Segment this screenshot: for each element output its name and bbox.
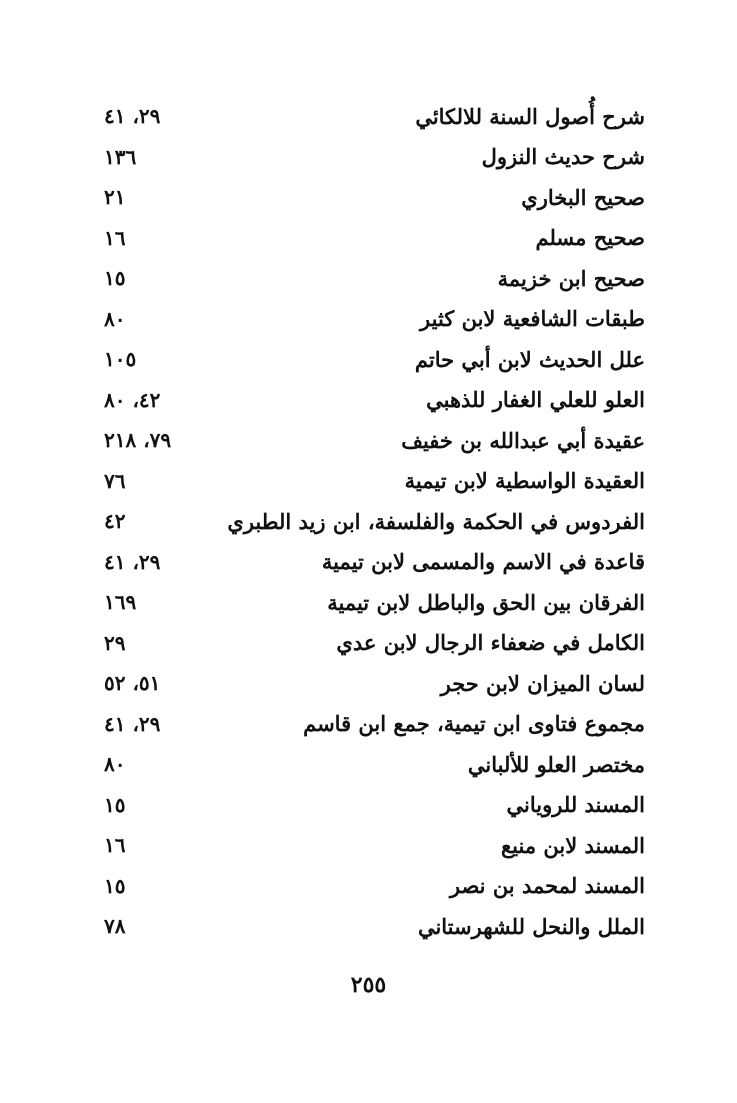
entry-pages: ١٣٦ <box>104 144 137 169</box>
index-row <box>104 623 645 664</box>
entry-pages: ٨٠ <box>104 752 126 777</box>
index-row <box>104 744 645 785</box>
entry-title: المسند لابن منيع <box>501 832 645 858</box>
entry-pages: ١٦ <box>104 225 126 250</box>
index-row <box>104 785 645 826</box>
entry-pages: ١٦٩ <box>104 590 137 615</box>
entry-pages: ٧٨ <box>104 914 126 939</box>
entry-pages: ٢٩، ٤١ <box>104 104 161 129</box>
page-number: ٢٥٥ <box>350 972 387 998</box>
index-row <box>104 542 645 583</box>
entry-title: الفرقان بين الحق والباطل لابن تيمية <box>327 589 645 615</box>
entry-title: المسند لمحمد بن نصر <box>449 873 645 899</box>
entry-title: مختصر العلو للألباني <box>467 751 645 777</box>
entry-pages: ٧٦ <box>104 468 126 493</box>
index-row <box>104 177 645 218</box>
index-row <box>104 704 645 745</box>
entry-title: الكامل في ضعفاء الرجال لابن عدي <box>336 630 645 656</box>
entry-pages: ١٥ <box>104 792 126 817</box>
entry-title: الملل والنحل للشهرستاني <box>417 913 645 939</box>
entry-title: العقيدة الواسطية لابن تيمية <box>404 468 645 494</box>
index-row <box>104 501 645 542</box>
index-row <box>104 582 645 623</box>
index-row <box>104 258 645 299</box>
index-row <box>104 137 645 178</box>
entry-title: صحيح مسلم <box>535 225 645 251</box>
entry-title: شرح حديث النزول <box>481 144 645 170</box>
entry-title: المسند للروياني <box>506 792 645 818</box>
entry-title: علل الحديث لابن أبي حاتم <box>414 346 645 372</box>
entry-title: الفردوس في الحكمة والفلسفة، ابن زيد الطبري <box>227 508 645 534</box>
entry-title: لسان الميزان لابن حجر <box>440 670 645 696</box>
entry-pages: ١٥ <box>104 266 126 291</box>
index-row <box>104 663 645 704</box>
index-row <box>104 461 645 502</box>
index-row <box>104 420 645 461</box>
entry-pages: ١٠٥ <box>104 347 137 372</box>
entry-pages: ٢١ <box>104 185 126 210</box>
entry-title: قاعدة في الاسم والمسمى لابن تيمية <box>321 549 645 575</box>
entry-title: عقيدة أبي عبدالله بن خفيف <box>401 427 645 453</box>
entry-title: صحيح ابن خزيمة <box>497 265 645 291</box>
entry-pages: ٤٢، ٨٠ <box>104 387 161 412</box>
index-row <box>104 906 645 947</box>
index-row <box>104 299 645 340</box>
entry-pages: ٥١، ٥٢ <box>104 671 161 696</box>
index-row <box>104 866 645 907</box>
sources-index-list <box>104 96 645 947</box>
entry-pages: ١٥ <box>104 873 126 898</box>
entry-title: شرح أُصول السنة للالكائي <box>415 103 645 129</box>
index-row <box>104 380 645 421</box>
entry-pages: ٧٩، ٢١٨ <box>104 428 172 453</box>
entry-pages: ٢٩، ٤١ <box>104 549 161 574</box>
index-row <box>104 825 645 866</box>
entry-title: مجموع فتاوى ابن تيمية، جمع ابن قاسم <box>303 711 645 737</box>
entry-pages: ٢٩ <box>104 630 126 655</box>
index-row <box>104 339 645 380</box>
entry-title: العلو للعلي الغفار للذهبي <box>426 387 645 413</box>
entry-pages: ٨٠ <box>104 306 126 331</box>
entry-title: صحيح البخاري <box>521 184 645 210</box>
entry-title: طبقات الشافعية لابن كثير <box>420 306 645 332</box>
entry-pages: ١٦ <box>104 833 126 858</box>
entry-pages: ٤٢ <box>104 509 126 534</box>
index-row <box>104 218 645 259</box>
entry-pages: ٢٩، ٤١ <box>104 711 161 736</box>
index-row <box>104 96 645 137</box>
